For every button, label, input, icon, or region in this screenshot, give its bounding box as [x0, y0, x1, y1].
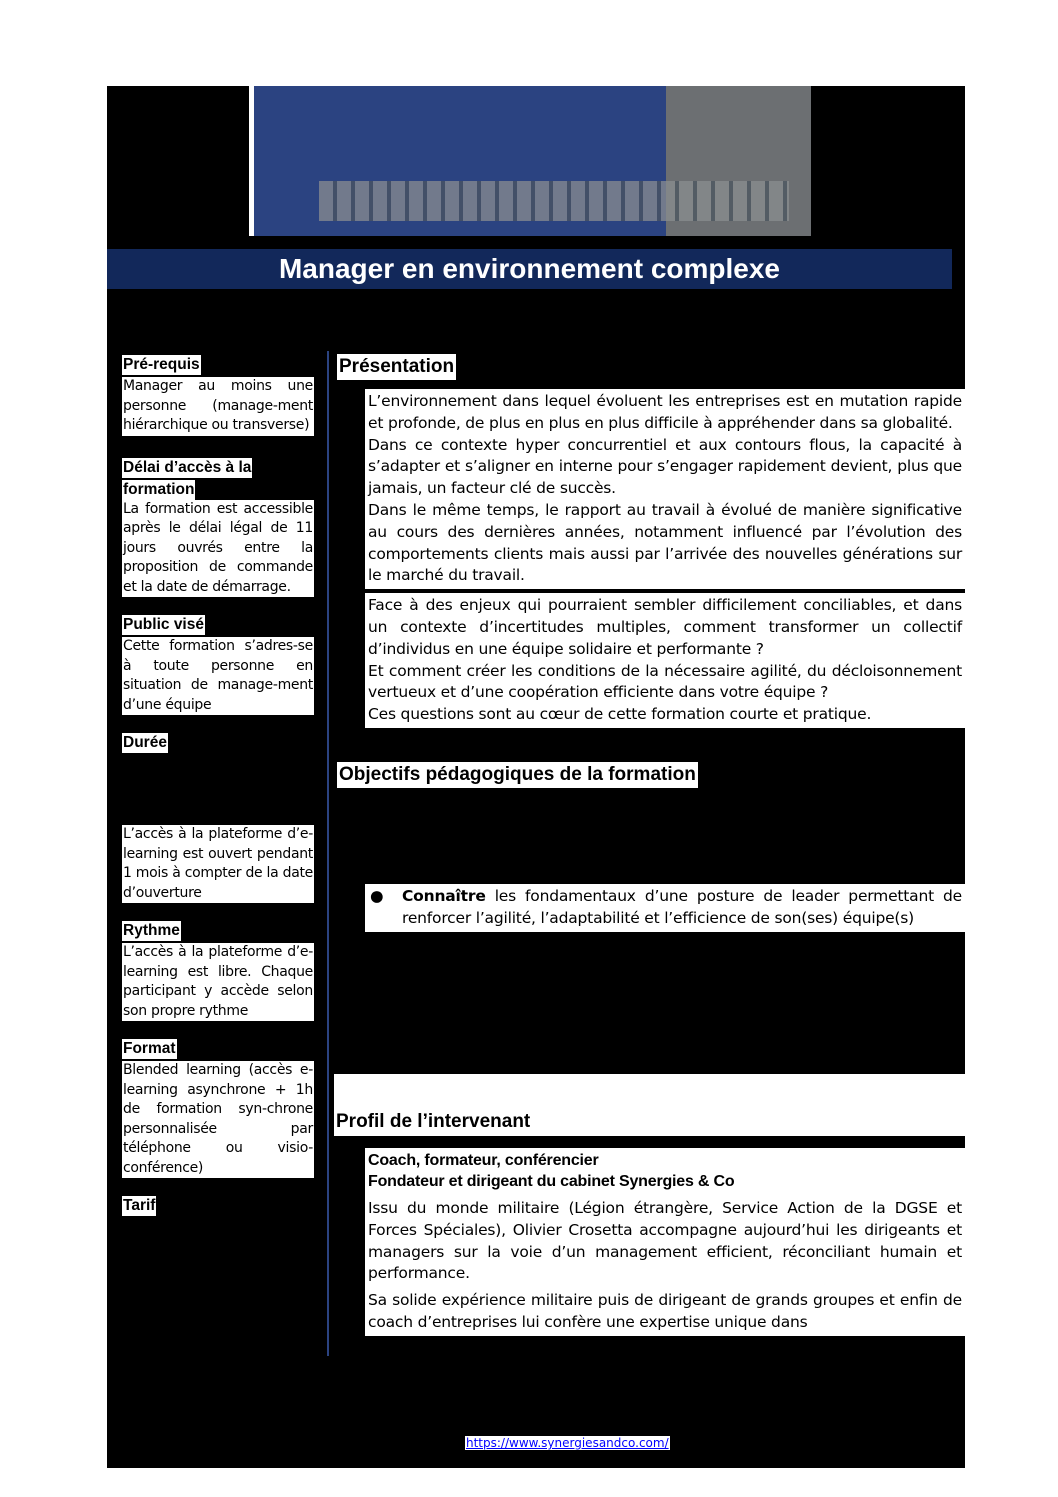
presentation-paragraph: Et comment créer les conditions de la nécessaire agilité, du décloisonnement vertueux et d’une coopération efficiente dans votre équipe ?	[368, 661, 962, 702]
profil-role: Coach, formateur, conférencier	[368, 1152, 599, 1169]
rythme-label: Rythme	[123, 922, 180, 939]
prerequis-text: Manager au moins une personne (manage-ment hiérarchique ou transverse)	[122, 377, 314, 436]
objectifs-heading: Objectifs pédagogiques de la formation	[337, 762, 698, 788]
tarif-label: Tarif	[123, 1197, 156, 1214]
bullet-icon: ●	[370, 886, 384, 905]
profil-heading: Profil de l’intervenant	[336, 1109, 530, 1135]
duree-label: Durée	[123, 734, 167, 751]
presentation-box-2	[365, 593, 965, 728]
profil-paragraph: Issu du monde militaire (Légion étrangère, Service Action de la DGSE et Forces Spéciales), Olivier Crosetta accompagne aujourd’hui les dirigeants et managers sur la voie d’un management efficient, réconciliant humain et performance.	[368, 1199, 962, 1283]
presentation-paragraph: Face à des enjeux qui pourraient sembler difficilement conciliables, et dans un contexte d’incertitudes multiples, comment transformer un collectif d’individus en une équipe solidaire et performante ?	[368, 596, 962, 658]
document-page	[107, 86, 965, 1468]
page-title: Manager en environnement complexe	[107, 249, 952, 289]
bullet-bold-text: Connaître	[402, 886, 486, 905]
presentation-box-1	[365, 389, 965, 589]
profil-paragraph: Sa solide expérience militaire puis de dirigeant de grands groupes et enfin de coach d’entreprises lui confère une expertise unique dans	[368, 1291, 962, 1331]
column-divider	[327, 351, 329, 1356]
public-label: Public visé	[123, 616, 204, 633]
objectifs-box	[365, 884, 965, 932]
profil-role: Fondateur et dirigeant du cabinet Synergies & Co	[368, 1173, 735, 1190]
rythme-text: L’accès à la plateforme d’e-learning est libre. Chaque participant y accède selon son propre rythme	[122, 943, 314, 1021]
presentation-paragraph: Dans le même temps, le rapport au travail à évolué de manière significative au cours des dernières années, notamment influencé par l’évolution des comportements clients mais aussi par l’arrivée des nouvelles générations sur le marché du travail.	[368, 500, 962, 585]
bullet-text: les fondamentaux d’une posture de leader permettant de renforcer l’agilité, l’adaptabilité et l’efficience de son(ses) équipe(s)	[402, 886, 962, 927]
presentation-paragraph: Dans ce contexte hyper concurrentiel et aux contours flous, la capacité à s’adapter et s’aligner en interne pour s’engager rapidement devient, plus que jamais, un facteur clé de succès.	[368, 435, 962, 498]
delai-text: La formation est accessible après le délai légal de 11 jours ouvrés entre la proposition de commande et la date de démarrage.	[122, 500, 314, 598]
info-sidebar	[122, 354, 314, 1216]
presentation-heading: Présentation	[337, 354, 456, 380]
profil-heading-band	[334, 1074, 965, 1136]
main-content	[336, 354, 965, 1331]
public-text: Cette formation s’adres-se à toute personne en situation de manage-ment d’une équipe	[122, 637, 314, 715]
delai-label: Délai d’accès à la	[123, 458, 252, 476]
footer-website-link[interactable]: https://www.synergiesandco.com/	[466, 1436, 669, 1450]
delai-label-2: formation	[123, 480, 195, 498]
list-item	[368, 886, 962, 930]
company-logo	[249, 86, 811, 236]
format-label: Format	[123, 1040, 176, 1057]
presentation-paragraph: L’environnement dans lequel évoluent les entreprises est en mutation rapide et profonde, de plus en plus en plus difficile à appréhender dans sa globalité.	[368, 392, 962, 432]
presentation-paragraph: Ces questions sont au cœur de cette formation courte et pratique.	[368, 705, 872, 724]
profil-box	[365, 1148, 965, 1336]
prerequis-label: Pré-requis	[123, 356, 200, 373]
format-text: Blended learning (accès e-learning asynchrone + 1h de formation syn-chrone personnalisée par téléphone ou visio-conférence)	[122, 1061, 314, 1178]
acces-text: L’accès à la plateforme d’e-learning est ouvert pendant 1 mois à compter de la date d’ouverture	[122, 825, 314, 903]
